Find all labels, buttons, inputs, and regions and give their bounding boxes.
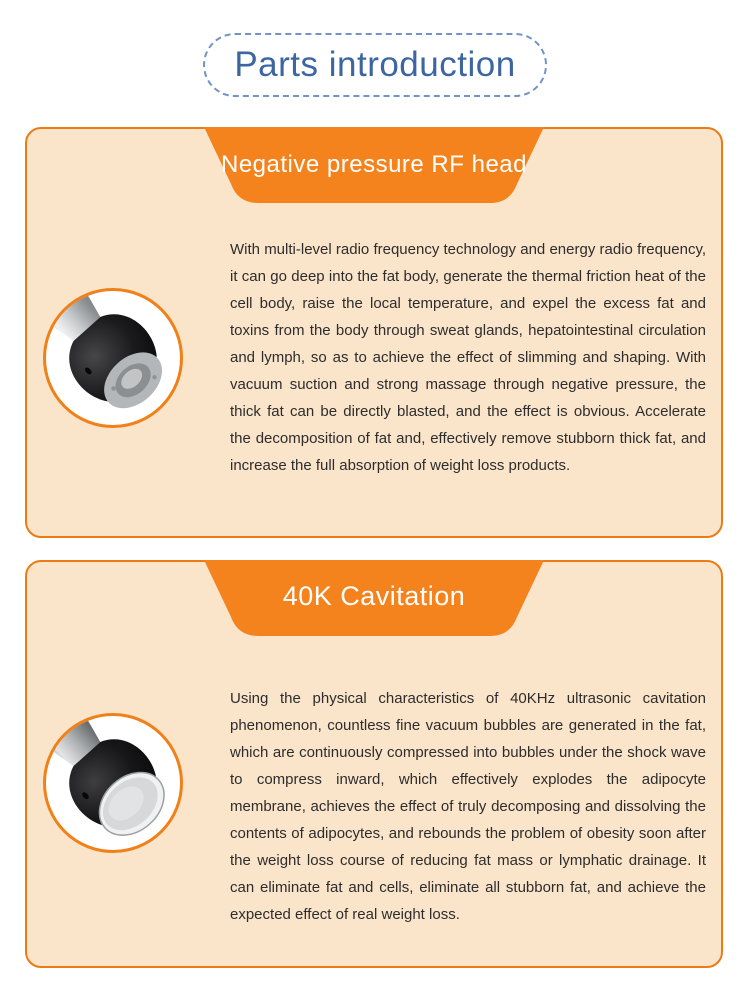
section-body-text: With multi-level radio frequency technology and energy radio frequency, it can go deep into the fat body, generate the thermal friction heat of the cell body, raise the local temperature, and expel the excess fat and toxins from the body through sweat glands, hepatointestinal circulation and lymph, so as to achieve the effect of slimming and shaping. With vacuum suction and strong massage through negative pressure, the thick fat can be directly blasted, and the effect is obvious. Accelerate the decomposition of fat and, effectively remove stubborn thick fat, and increase the full absorption of weight loss products. [230, 241, 706, 474]
rf-head-illustration [46, 291, 180, 425]
negative-pressure-rf-head-photo [43, 288, 183, 428]
section-heading: Negative pressure RF head [221, 151, 527, 178]
page-title [203, 33, 547, 97]
section-banner-rf-head [204, 127, 544, 203]
section-body-text: Using the physical characteristics of 40KHz ultrasonic cavitation phenomenon, countless fine vacuum bubbles are generated in the fat, which are continuously compressed into bubbles under the shock wave to compress inward, which effectively explodes the adipocyte membrane, achieves the effect of truly decomposing and dissolving the contents of adipocytes, and rebounds the problem of obesity soon after the weight loss course of reducing fat mass or lymphatic drainage. It can eliminate fat and cells, eliminate all stubborn fat, and achieve the expected effect of real weight loss. [230, 690, 706, 923]
40k-cavitation-head-photo [43, 713, 183, 853]
section-banner-40k-cavitation [204, 560, 544, 636]
section-card-rf-head [25, 127, 723, 538]
section-heading: 40K Cavitation [282, 581, 466, 611]
section-card-40k-cavitation [25, 560, 723, 968]
cavitation-head-illustration [46, 716, 180, 850]
page-title-text: Parts introduction [234, 45, 516, 84]
